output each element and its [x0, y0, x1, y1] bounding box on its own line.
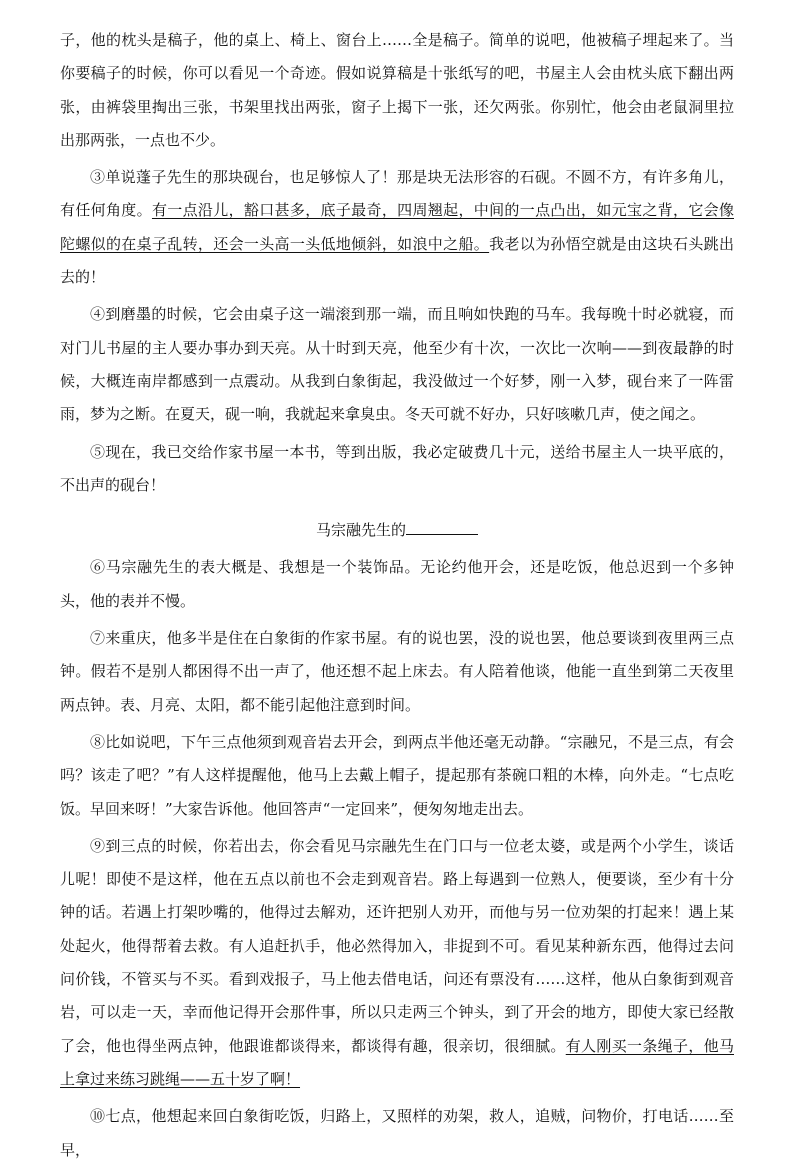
paragraph-6: ⑥马宗融先生的表大概是、我想是一个装饰品。无论约他开会，还是吃饭，他总迟到一个多钟头，他的表并不慢。 — [60, 558, 734, 610]
paragraph-3 — [60, 161, 734, 294]
paragraph-3-underlined-text: 有一点沿儿，豁口甚多，底子最奇，四周翘起，中间的一点凸出，如元宝之背，它会像陀螺似的在桌子乱转，还会一头高一头低地倾斜，如浪中之船。 — [60, 201, 734, 253]
paragraph-continued: 子，他的枕头是稿子，他的桌上、椅上、窗台上……全是稿子。简单的说吧，他被稿子埋起来了。当你要稿子的时候，你可以看见一个奇迹。假如说算稿是十张纸写的吧，书屋主人会由枕头底下翻出两张，由裤袋里掏出三张，书架里找出两张，窗子上揭下一张，还欠两张。你别忙，他会由老鼠洞里拉出那两张，一点也不少。 — [60, 31, 734, 149]
fill-in-blank[interactable] — [406, 518, 478, 535]
section-title-text: 马宗融先生的 — [315, 521, 406, 540]
paragraph-3-ending: 我老以为孙悟空就是由这块石头跳出去的！ — [60, 234, 734, 287]
paragraph-5: ⑤现在，我已交给作家书屋一本书，等到出版，我必定破费几十元，送给书屋主人一块平底的，不出声的砚台！ — [60, 442, 734, 494]
paragraph-8: ⑧比如说吧，下午三点他须到观音岩去开会，到两点半他还毫无动静。“宗融兄，不是三点，有会吗？该走了吧？”有人这样提醒他，他马上去戴上帽子，提起那有茶碗口粗的木棒，向外走。“七点吃饭。早回来呀！”大家告诉他。他回答声“一定回来”，便匆匆地走出去。 — [60, 732, 734, 818]
paragraph-9 — [60, 830, 734, 1096]
document-page — [60, 24, 734, 1171]
paragraph-7: ⑦来重庆，他多半是住在白象街的作家书屋。有的说也罢，没的说也罢，他总要谈到夜里两三点钟。假若不是别人都困得不出一声了，他还想不起上床去。有人陪着他谈，他能一直坐到第二天夜里两点钟。表、月亮、太阳，都不能引起他注意到时间。 — [60, 629, 734, 714]
paragraph-9-underlined-text: 有人刚买一条绳子，他马上拿过来练习跳绳——五十岁了啊！ — [60, 1036, 734, 1088]
paragraph-4: ④到磨墨的时候，它会由桌子这一端滚到那一端，而且响如快跑的马车。我每晚十时必就寝，而对门儿书屋的主人要办事办到天亮。从十时到天亮，他至少有十次，一次比一次响——到夜最静的时候，大概连南岸都感到一点震动。从我到白象街起，我没做过一个好梦，刚一入梦，砚台来了一阵雷雨，梦为之断。在夏天，砚一响，我就起来拿臭虫。冬天可就不好办，只好咳嗽几声，使之闻之。 — [60, 305, 734, 424]
paragraph-9-text: ⑨到三点的时候，你若出去，你会看见马宗融先生在门口与一位老太婆，或是两个小学生，谈话儿呢！即使不是这样，他在五点以前也不会走到观音岩。路上每遇到一位熟人，便要谈，至少有十分钟的话。若遇上打架吵嘴的，他得过去解劝，还许把别人劝开，而他与另一位劝架的打起来！遇上某处起火，他得帮着去救。有人追赶扒手，他必然得加入，非捉到不可。看见某种新东西，他得过去问问价钱，不管买与不买。看到戏报子，马上他去借电话，问还有票没有……这样，他从白象街到观音岩，可以走一天，幸而他记得开会那件事，所以只走两三个钟头，到了开会的地方，即使大家已经散了会，他也得坐两点钟，他跟谁都谈得来，都谈得有趣，很亲切，很细腻。 — [60, 836, 734, 1055]
section-title — [60, 514, 734, 547]
paragraph-3-text: ③单说蓬子先生的那块砚台，也足够惊人了！那是块无法形容的石砚。不圆不方，有许多角儿，有任何角度。 — [60, 168, 734, 220]
paragraph-10: ⑩七点，他想起来回白象街吃饭，归路上，又照样的劝架，救人，追贼，问物价，打电话……至早， — [60, 1107, 734, 1159]
